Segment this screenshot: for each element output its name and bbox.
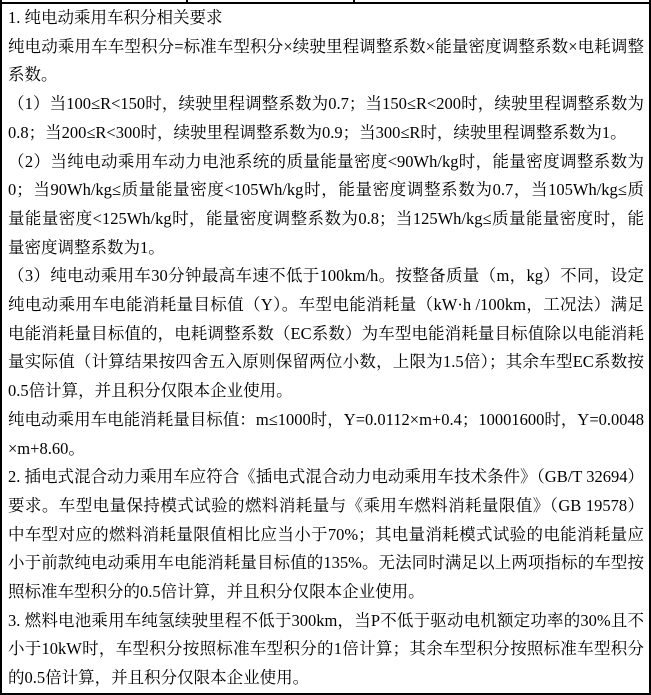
paragraph: 2. 插电式混合动力乘用车应符合《插电式混合动力电动乘用车技术条件》（GB/T 32694）要求。车型电量保持模式试验的燃料消耗量与《乘用车燃料消耗量限值》（GB 19578）中车型对应的燃料消耗量限值相比应当小于70%；其电量消耗模式试验的电能消耗量应小于前款纯电动乘用车电能消耗量目标值的135%。无法同时满足以上两项指标的车型按照标准车型积分的0.5倍计算，并且积分仅限本企业使用。 <box>8 467 644 602</box>
paragraph: 3. 燃料电池乘用车纯氢续驶里程不低于300km，当P不低于驱动电机额定功率的30%且不小于10kW时，车型积分按照标准车型积分的1倍计算；其余车型积分按照标准车型积分的0.5倍计算，并且积分仅限本企业使用。 <box>8 610 644 688</box>
paragraph: 纯电动乘用车车型积分=标准车型积分×续驶里程调整系数×能量密度调整系数×电耗调整系数。 <box>8 36 644 85</box>
section-heading: 1. 纯电动乘用车积分相关要求 <box>8 8 223 27</box>
paragraph: 纯电动乘用车电能消耗量目标值：m≤1000时，Y=0.0112×m+0.4；10001600时，Y=0.0048×m+8.60。 <box>8 409 644 458</box>
paragraph: （2）当纯电动乘用车动力电池系统的质量能量密度<90Wh/kg时，能量密度调整系数为0；当90Wh/kg≤质量能量密度<105Wh/kg时，能量密度调整系数为0.7，当105Wh/kg≤质量能量密度<125Wh/kg时，能量密度调整系数为0.8；当125Wh/kg≤质量能量密度时，能量密度调整系数为1。 <box>8 151 644 257</box>
document-cell <box>8 4 644 691</box>
paragraph: （1）当100≤R<150时，续驶里程调整系数为0.7；当150≤R<200时，续驶里程调整系数为0.8；当200≤R<300时，续驶里程调整系数为0.9；当300≤R时，续驶里程调整系数为1。 <box>8 94 644 142</box>
paragraph: （3）纯电动乘用车30分钟最高车速不低于100km/h。按整备质量（m，kg）不同，设定纯电动乘用车电能消耗量目标值（Y）。车型电能消耗量（kW·h /100km，工况法）满足电能消耗量目标值的，电耗调整系数（EC系数）为车型电能消耗量目标值除以电能消耗量实际值（计算结果按四舍五入原则保留两位小数，上限为1.5倍）；其余车型EC系数按0.5倍计算，并且积分仅限本企业使用。 <box>8 266 644 401</box>
